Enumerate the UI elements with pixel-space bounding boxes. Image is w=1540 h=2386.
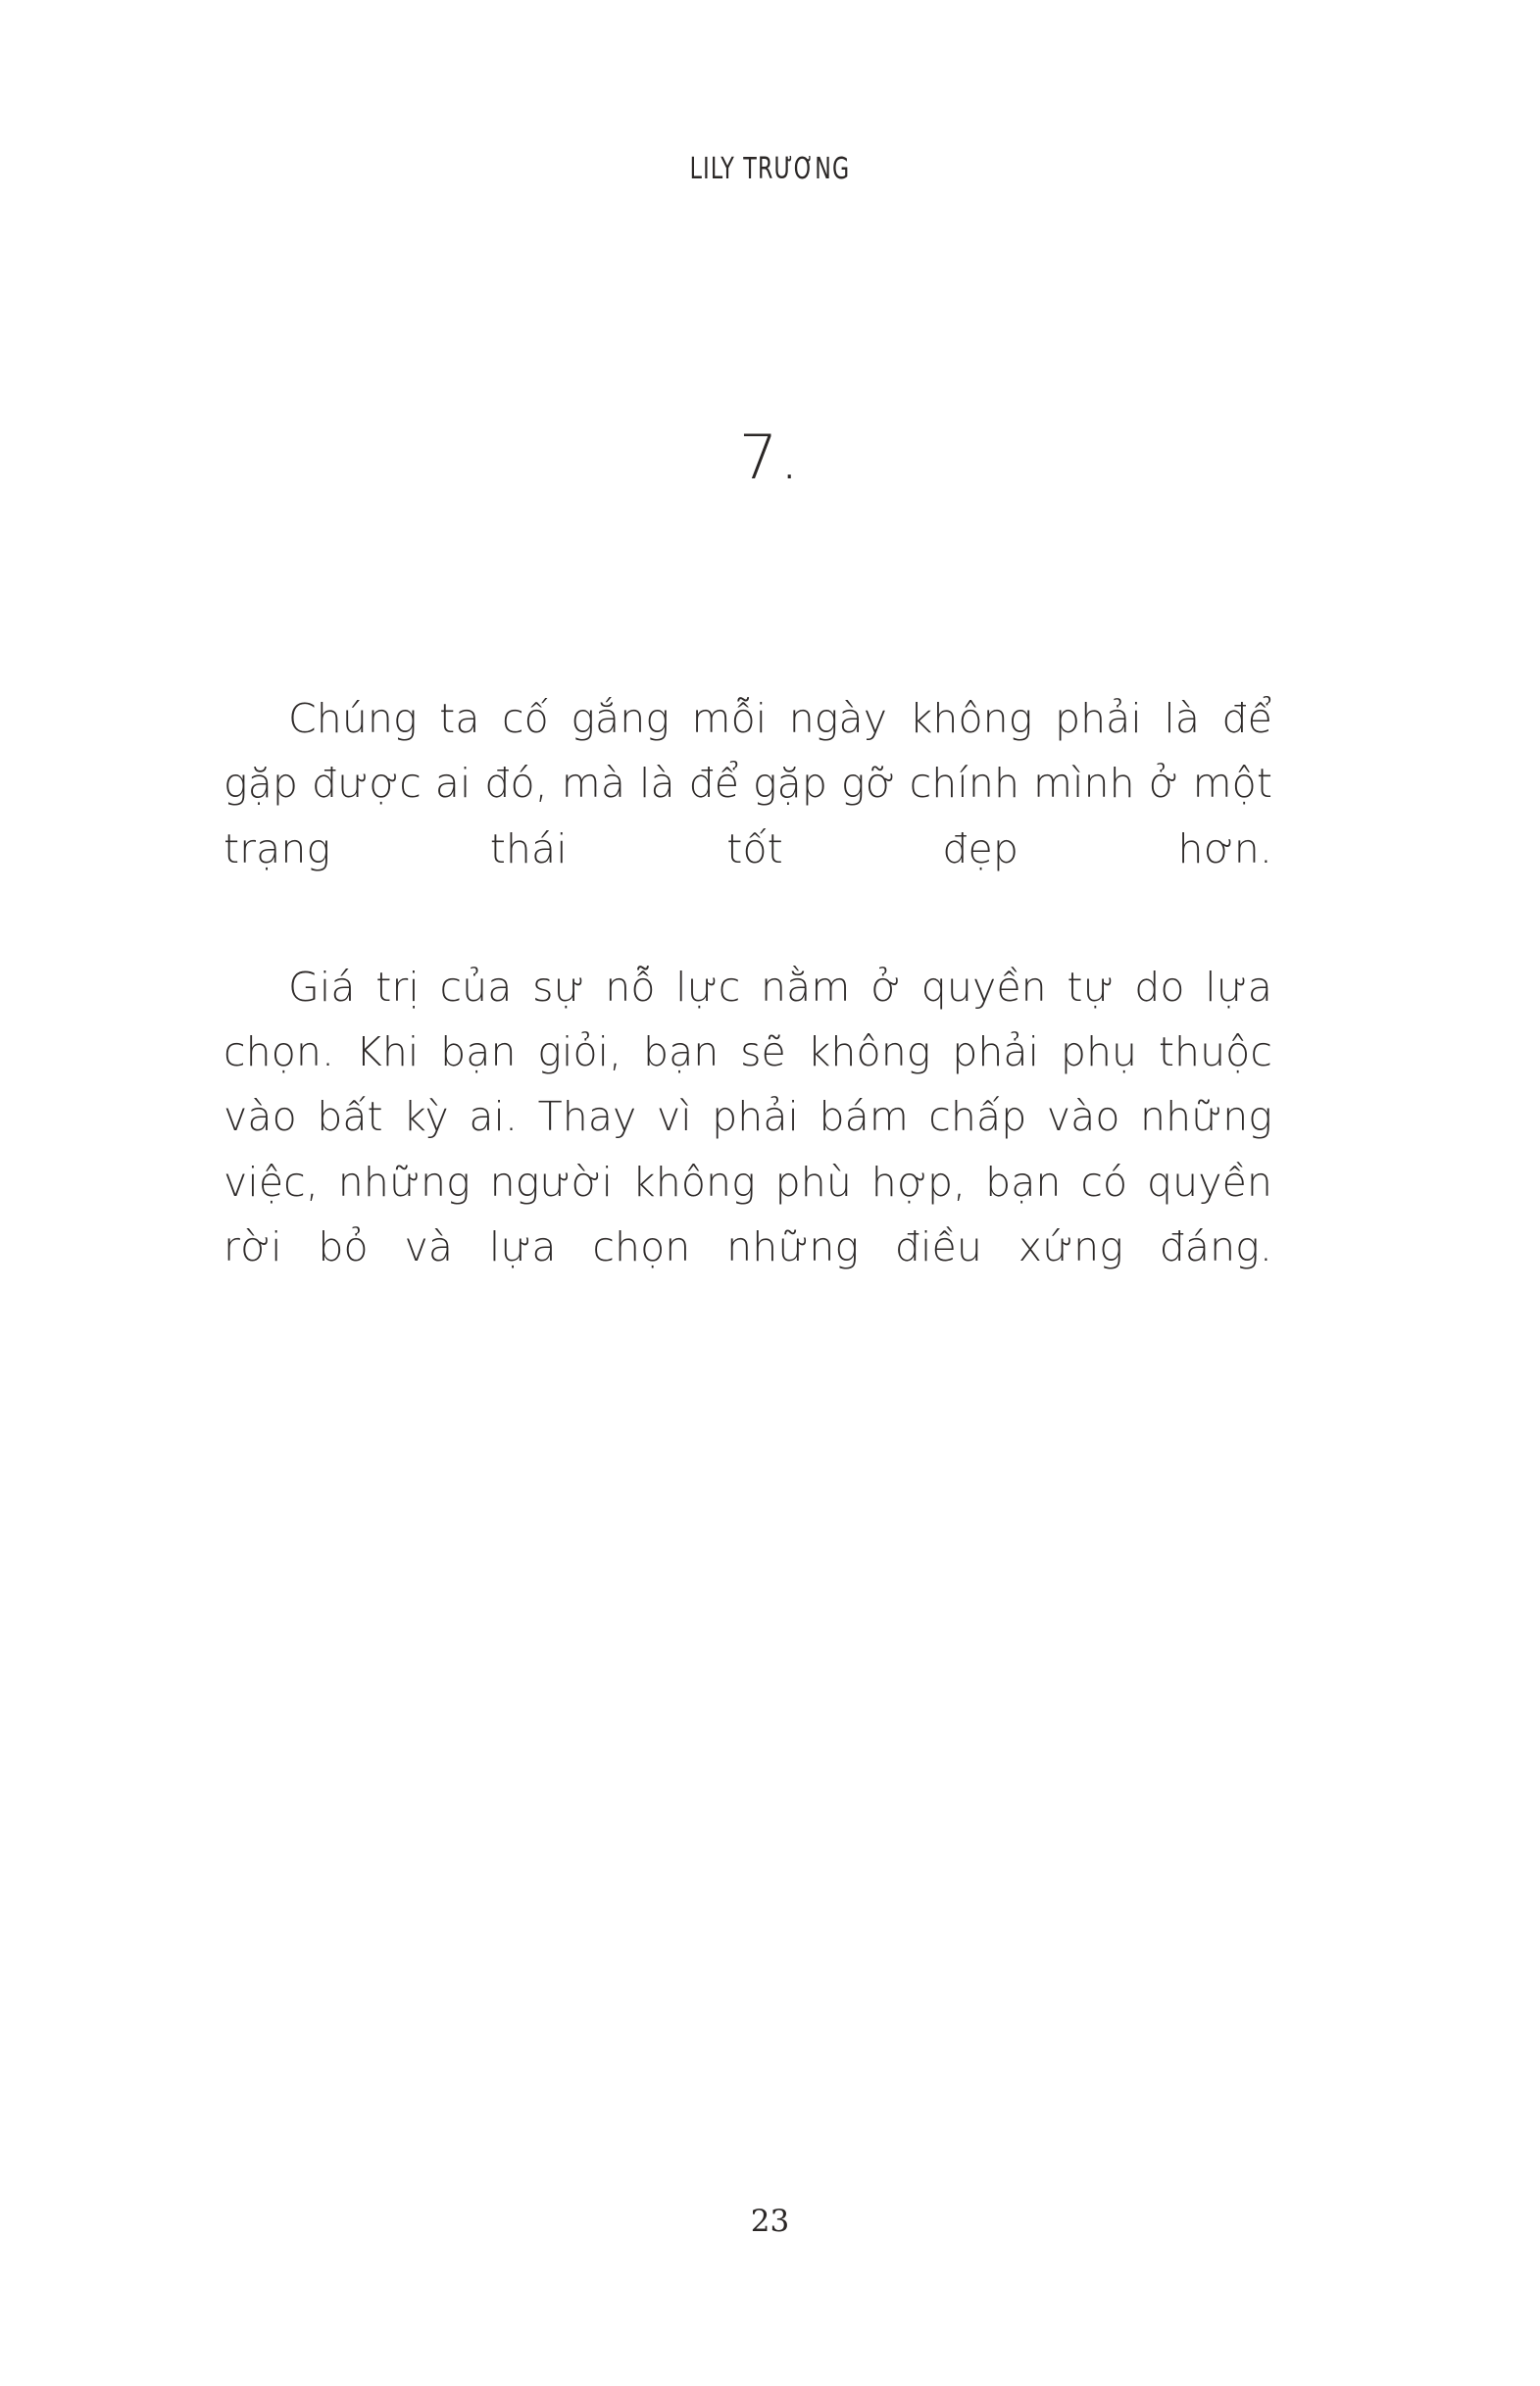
paragraph: Chúng ta cố gắng mỗi ngày không phải là để gặp được ai đó, mà là để gặp gỡ chính mình ở một trạng thái tốt đẹp hơn. (224, 695, 1272, 872)
page-number: 23 (750, 2204, 790, 2239)
running-head-author: LILY TRƯƠNG (689, 152, 851, 186)
chapter-number: 7. (738, 422, 802, 493)
body-text (224, 686, 1272, 1345)
paragraph: Giá trị của sự nỗ lực nằm ở quyền tự do lựa chọn. Khi bạn giỏi, bạn sẽ không phải phụ thuộc vào bất kỳ ai. Thay vì phải bám chấp vào những việc, những người không phù hợp, bạn có quyền rời bỏ và lựa chọn những điều xứng đáng. (224, 963, 1272, 1271)
